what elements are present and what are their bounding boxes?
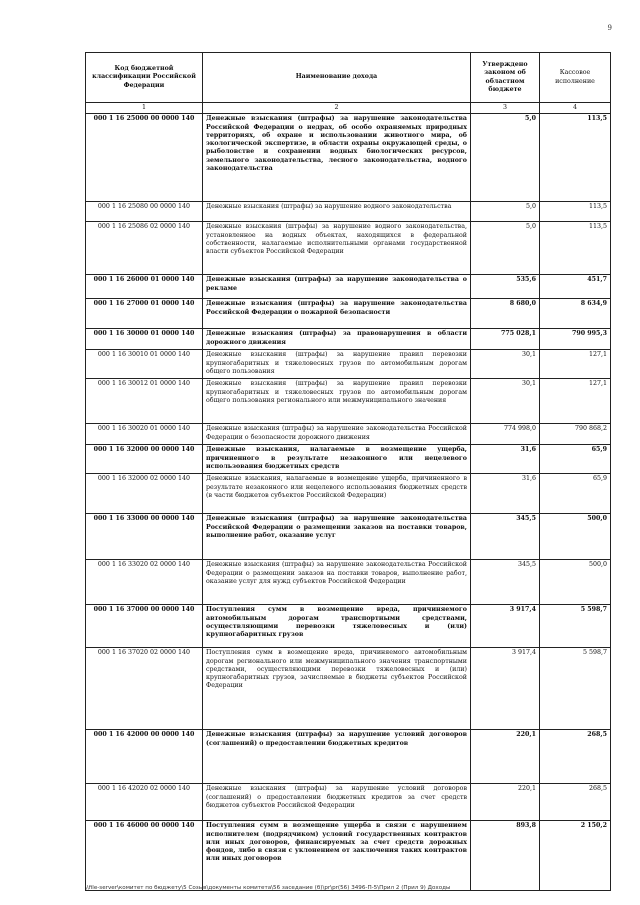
- column-index: 2: [203, 103, 471, 114]
- code-cell: 000 1 16 27000 01 0000 140: [86, 299, 203, 329]
- name-cell: Поступления сумм в возмещение вреда, причиняемого автомобильным дорогам транспортными средствами, осуществляющими перевозки тяжеловесных и (или) крупногабаритных грузов: [203, 605, 471, 648]
- header-approved: Утверждено законом об областном бюджете: [471, 53, 540, 103]
- cash-cell: 127,1: [540, 350, 611, 379]
- code-cell: 000 1 16 37000 00 0000 140: [86, 605, 203, 648]
- cash-cell: 790 995,3: [540, 329, 611, 350]
- revenue-table: [85, 52, 611, 891]
- cash-cell: 500,0: [540, 560, 611, 605]
- name-cell: Денежные взыскания (штрафы) за нарушение законодательства Российской Федерации о размещении заказов на поставки товаров, выполнение работ, оказание услуг: [203, 514, 471, 560]
- cash-cell: 500,0: [540, 514, 611, 560]
- cash-cell: 113,5: [540, 114, 611, 202]
- approved-cell: 31,6: [471, 474, 540, 514]
- column-index: 3: [471, 103, 540, 114]
- code-cell: 000 1 16 33020 02 0000 140: [86, 560, 203, 605]
- cash-cell: 127,1: [540, 379, 611, 424]
- code-cell: 000 1 16 46000 00 0000 140: [86, 821, 203, 891]
- table-row: [86, 514, 611, 560]
- code-cell: 000 1 16 25080 00 0000 140: [86, 202, 203, 222]
- approved-cell: 8 680,0: [471, 299, 540, 329]
- code-cell: 000 1 16 30000 01 0000 140: [86, 329, 203, 350]
- name-cell: Денежные взыскания (штрафы) за нарушение законодательства Российской Федерации о недрах, об особо охраняемых природных территориях, об охране и использовании животного мира, об экологической экспертизе, в области охраны окружающей среды, о рыболовстве и сохранении водных биологических ресурсов, земельного законодательства, лесного законодательства, водного законодательства: [203, 114, 471, 202]
- table-row: [86, 299, 611, 329]
- approved-cell: 893,8: [471, 821, 540, 891]
- column-index: 1: [86, 103, 203, 114]
- cash-cell: 5 598,7: [540, 648, 611, 730]
- code-cell: 000 1 16 30010 01 0000 140: [86, 350, 203, 379]
- table-row: [86, 222, 611, 275]
- table-row: [86, 329, 611, 350]
- code-cell: 000 1 16 25000 00 0000 140: [86, 114, 203, 202]
- table-row: [86, 445, 611, 474]
- table-row: [86, 350, 611, 379]
- approved-cell: 5,0: [471, 222, 540, 275]
- name-cell: Поступления сумм в возмещение ущерба в связи с нарушением исполнителем (подрядчиком) условий государственных контрактов или иных договоров, финансируемых за счет средств дорожных фондов, либо в связи с уклонением от заключения таких контрактов или иных договоров: [203, 821, 471, 891]
- name-cell: Денежные взыскания (штрафы) за нарушение законодательства Российской Федерации о размещении заказов на поставки товаров, выполнение работ, оказание услуг для нужд субъектов Российской Федерации: [203, 560, 471, 605]
- code-cell: 000 1 16 25086 02 0000 140: [86, 222, 203, 275]
- code-cell: 000 1 16 26000 01 0000 140: [86, 275, 203, 299]
- page-number: 9: [607, 24, 612, 32]
- name-cell: Денежные взыскания (штрафы) за нарушение водного законодательства, установленное на водных объектах, находящихся в федеральной собственности, налагаемые исполнительными органами государственной власти субъектов Российской Федерации: [203, 222, 471, 275]
- table-row: [86, 474, 611, 514]
- name-cell: Поступления сумм в возмещение вреда, причиняемого автомобильным дорогам регионального или межмуниципального значения транспортными средствами, осуществляющими перевозки тяжеловесных и (или) крупногабаритных грузов, зачисляемые в бюджеты субъектов Российской Федерации: [203, 648, 471, 730]
- table-row: [86, 560, 611, 605]
- name-cell: Денежные взыскания (штрафы) за нарушение условий договоров (соглашений) о предоставлении бюджетных кредитов: [203, 730, 471, 784]
- name-cell: Денежные взыскания (штрафы) за нарушение законодательства Российской Федерации о безопасности дорожного движения: [203, 424, 471, 445]
- cash-cell: 451,7: [540, 275, 611, 299]
- table-header-row: [86, 53, 611, 103]
- table-row: [86, 605, 611, 648]
- approved-cell: 220,1: [471, 730, 540, 784]
- column-index-row: [86, 103, 611, 114]
- column-index: 4: [540, 103, 611, 114]
- table-row: [86, 784, 611, 821]
- approved-cell: 30,1: [471, 350, 540, 379]
- cash-cell: 113,5: [540, 202, 611, 222]
- cash-cell: 5 598,7: [540, 605, 611, 648]
- header-code: Код бюджетной классификации Российской Федерации: [86, 53, 203, 103]
- cash-cell: 8 634,9: [540, 299, 611, 329]
- approved-cell: 3 917,4: [471, 648, 540, 730]
- cash-cell: 65,9: [540, 445, 611, 474]
- approved-cell: 5,0: [471, 202, 540, 222]
- approved-cell: 31,6: [471, 445, 540, 474]
- table-row: [86, 821, 611, 891]
- code-cell: 000 1 16 42000 00 0000 140: [86, 730, 203, 784]
- approved-cell: 220,1: [471, 784, 540, 821]
- cash-cell: 268,5: [540, 730, 611, 784]
- cash-cell: 2 150,2: [540, 821, 611, 891]
- code-cell: 000 1 16 32000 00 0000 140: [86, 445, 203, 474]
- code-cell: 000 1 16 37020 02 0000 140: [86, 648, 203, 730]
- name-cell: Денежные взыскания (штрафы) за нарушение условий договоров (соглашений) о предоставлении бюджетных кредитов за счет средств бюджетов субъектов Российской Федерации: [203, 784, 471, 821]
- approved-cell: 345,5: [471, 560, 540, 605]
- name-cell: Денежные взыскания (штрафы) за нарушение законодательства о рекламе: [203, 275, 471, 299]
- table-row: [86, 648, 611, 730]
- cash-cell: 268,5: [540, 784, 611, 821]
- code-cell: 000 1 16 32000 02 0000 140: [86, 474, 203, 514]
- approved-cell: 774 998,0: [471, 424, 540, 445]
- name-cell: Денежные взыскания, налагаемые в возмещение ущерба, причиненного в результате незаконного или нецелевого использования бюджетных средств: [203, 445, 471, 474]
- file-path-footer: \\file-server\комитет по бюджету\5 Созыв\документы комитета\56 заседание (б)\pr\pr(56) 3496-П-5\Прил 2 (Прил 9) Доходы: [85, 885, 451, 891]
- approved-cell: 345,5: [471, 514, 540, 560]
- table-row: [86, 424, 611, 445]
- table-row: [86, 275, 611, 299]
- cash-cell: 113,5: [540, 222, 611, 275]
- approved-cell: 535,6: [471, 275, 540, 299]
- header-cash: Кассовое исполнение: [540, 53, 611, 103]
- cash-cell: 65,9: [540, 474, 611, 514]
- name-cell: Денежные взыскания (штрафы) за нарушение водного законодательства: [203, 202, 471, 222]
- approved-cell: 30,1: [471, 379, 540, 424]
- code-cell: 000 1 16 33000 00 0000 140: [86, 514, 203, 560]
- header-name: Наименование дохода: [203, 53, 471, 103]
- approved-cell: 775 028,1: [471, 329, 540, 350]
- table-row: [86, 379, 611, 424]
- table-row: [86, 730, 611, 784]
- code-cell: 000 1 16 42020 02 0000 140: [86, 784, 203, 821]
- code-cell: 000 1 16 30012 01 0000 140: [86, 379, 203, 424]
- name-cell: Денежные взыскания (штрафы) за нарушение законодательства Российской Федерации о пожарной безопасности: [203, 299, 471, 329]
- table-row: [86, 202, 611, 222]
- approved-cell: 3 917,4: [471, 605, 540, 648]
- name-cell: Денежные взыскания (штрафы) за нарушение правил перевозки крупногабаритных и тяжеловесных грузов по автомобильным дорогам общего пользования регионального или межмуниципального значения: [203, 379, 471, 424]
- name-cell: Денежные взыскания (штрафы) за нарушение правил перевозки крупногабаритных и тяжеловесных грузов по автомобильным дорогам общего пользования: [203, 350, 471, 379]
- name-cell: Денежные взыскания, налагаемые в возмещение ущерба, причиненного в результате незаконного или нецелевого использования бюджетных средств (в части бюджетов субъектов Российской Федерации): [203, 474, 471, 514]
- approved-cell: 5,0: [471, 114, 540, 202]
- table-row: [86, 114, 611, 202]
- name-cell: Денежные взыскания (штрафы) за правонарушения в области дорожного движения: [203, 329, 471, 350]
- cash-cell: 790 868,2: [540, 424, 611, 445]
- code-cell: 000 1 16 30020 01 0000 140: [86, 424, 203, 445]
